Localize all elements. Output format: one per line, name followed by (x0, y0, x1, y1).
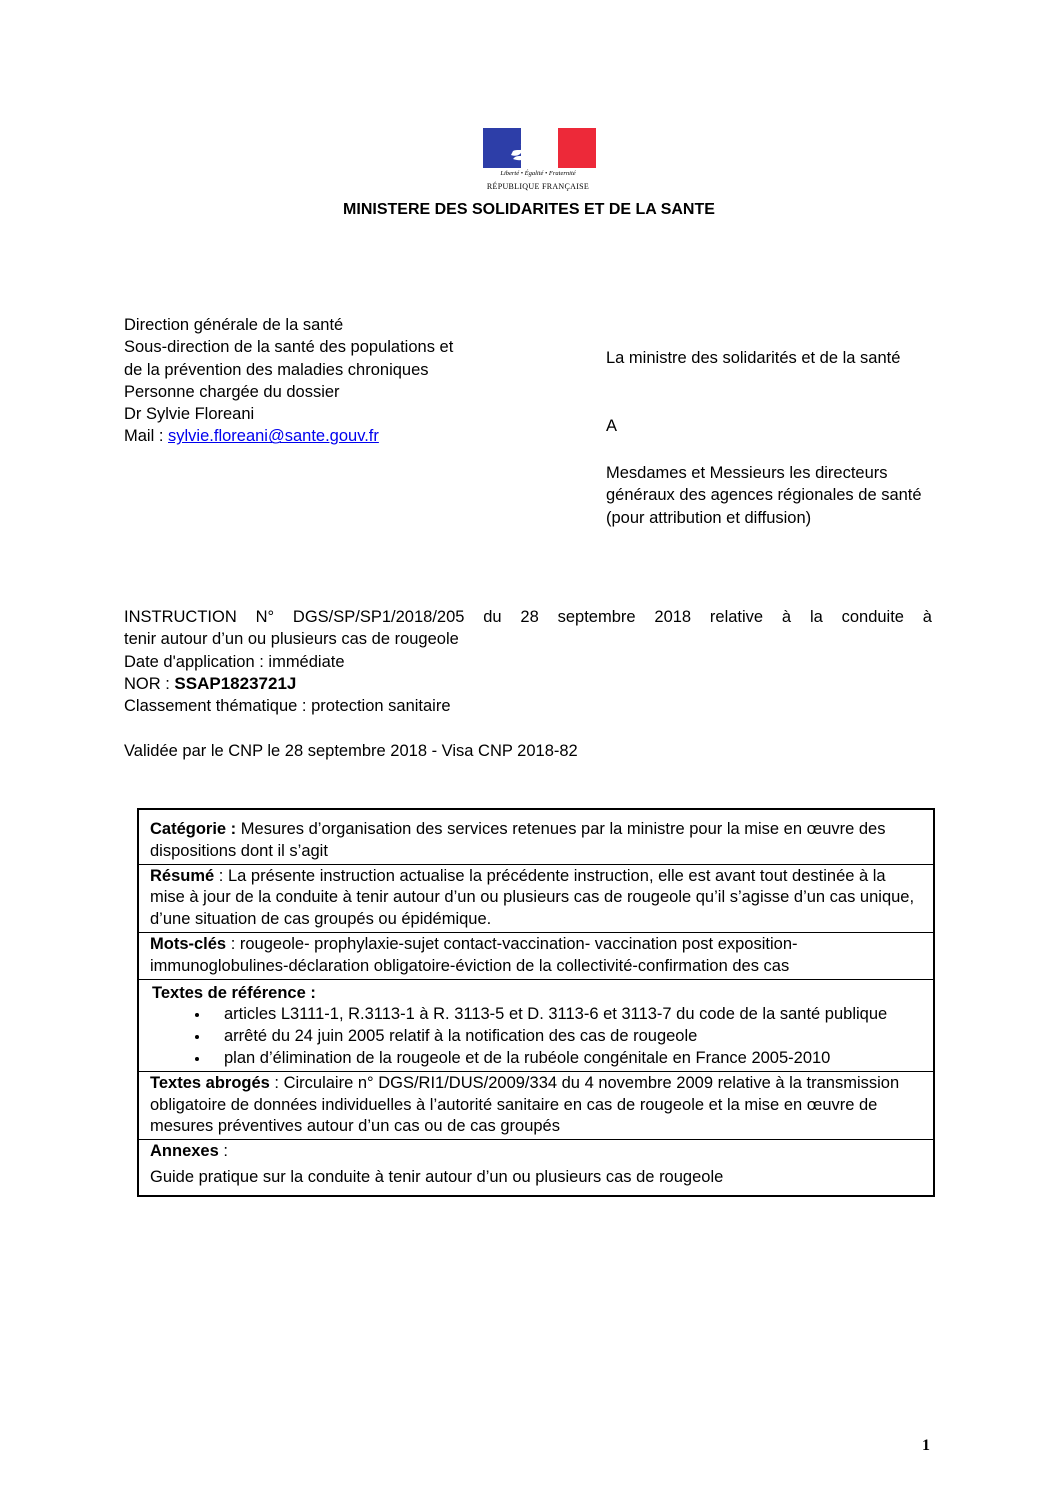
resume-label: Résumé (150, 866, 215, 885)
republique-francaise-logo (477, 126, 599, 198)
nor-code: SSAP1823721J (174, 673, 297, 693)
resume-text: : La présente instruction actualise la précédente instruction, elle est avant tout destinée à la mise à jour de la conduite à tenir autour d’un ou plusieurs cas de rougeole qu’il s’agisse d’un cas unique, d’une situation de cas groupés ou épidémique. (150, 866, 915, 929)
instruction-title-line1: INSTRUCTION N° DGS/SP/SP1/2018/205 du 28 septembre 2018 relative à la conduite à (124, 608, 932, 626)
mots-cles-label: Mots-clés (150, 934, 227, 953)
refs-list (152, 1004, 923, 1069)
row-mots-cles (139, 932, 933, 979)
abroges-label: Textes abrogés (150, 1073, 270, 1092)
mots-cles-text: : rougeole- prophylaxie-sujet contact-vaccination- vaccination post exposition-immunoglobulines-déclaration obligatoire-éviction de la collectivité-confirmation des cas (150, 934, 798, 975)
annexes-colon: : (218, 1142, 228, 1161)
instruction-nor (124, 673, 932, 695)
mail-label: Mail : (124, 427, 169, 446)
categorie-text: Mesures d’organisation des services retenues par la ministre pour la mise en œuvre des dispositions dont il s’agit (150, 820, 886, 860)
recipient-line: généraux des agences régionales de santé (606, 486, 922, 505)
page-number: 1 (922, 1437, 930, 1454)
list-item: • arrêté du 24 juin 2005 relatif à la notification des cas de rougeole (210, 1026, 923, 1048)
categorie-label: Catégorie : (150, 820, 237, 838)
recipient-line: Mesdames et Messieurs les directeurs (606, 464, 888, 482)
instruction-title-line2: tenir autour d’un ou plusieurs cas de rougeole (124, 630, 459, 649)
ministry-title: MINISTERE DES SOLIDARITES ET DE LA SANTE (343, 201, 715, 218)
instruction-date: Date d'application : immédiate (124, 652, 345, 671)
annexes-text: Guide pratique sur la conduite à tenir autour d’un ou plusieurs cas de rougeole (150, 1167, 724, 1186)
logo-republic: RÉPUBLIQUE FRANÇAISE (486, 182, 590, 191)
row-annexes (139, 1139, 933, 1195)
nor-label: NOR : (124, 674, 175, 693)
row-textes-reference (139, 979, 933, 1071)
sender-contact-name: Dr Sylvie Floreani (124, 405, 255, 424)
annexes-label: Annexes (150, 1142, 219, 1161)
row-resume (139, 864, 933, 932)
mail-link[interactable]: sylvie.floreani@sante.gouv.fr (168, 427, 379, 446)
summary-table (137, 808, 935, 1197)
abroges-text: : Circulaire n° DGS/RI1/DUS/2009/334 du 4 novembre 2009 relative à la transmission obligatoire de données individuelles à l’autorité sanitaire en cas de rougeole et la mise en œuvre de mesures préventives autour d’un cas ou de cas groupés (150, 1073, 900, 1136)
sender-mail (124, 425, 453, 447)
sender-contact-label: Personne chargée du dossier (124, 382, 340, 401)
logo-motto: Liberté • Égalité • Fraternité (500, 170, 576, 177)
list-item: • plan d’élimination de la rougeole et de la rubéole congénitale en France 2005-2010 (210, 1048, 923, 1070)
sender-subdirection: Sous-direction de la santé des populations et (124, 338, 454, 357)
refs-label: Textes de référence : (152, 983, 316, 1002)
instruction-header (124, 606, 932, 717)
instruction-classement: Classement thématique : protection sanitaire (124, 697, 451, 716)
recipient-a: A (606, 417, 618, 435)
sender-direction: Direction générale de la santé (124, 316, 344, 334)
recipient-destinataires (606, 462, 922, 529)
row-textes-abroges (139, 1071, 933, 1139)
marianne-profile-icon (507, 131, 567, 167)
marianne-flag-icon (483, 128, 596, 168)
sender-subdirection-cont: de la prévention des maladies chroniques (124, 360, 429, 379)
list-item: • articles L3111-1, R.3113-1 à R. 3113-5 et D. 3113-6 et 3113-7 du code de la santé publique (210, 1004, 923, 1026)
recipient-line: (pour attribution et diffusion) (606, 508, 812, 527)
row-categorie (139, 810, 933, 864)
instruction-visa: Validée par le CNP le 28 septembre 2018 - Visa CNP 2018-82 (124, 742, 578, 760)
recipient-title: La ministre des solidarités et de la santé (606, 349, 901, 367)
sender-block (124, 314, 453, 448)
